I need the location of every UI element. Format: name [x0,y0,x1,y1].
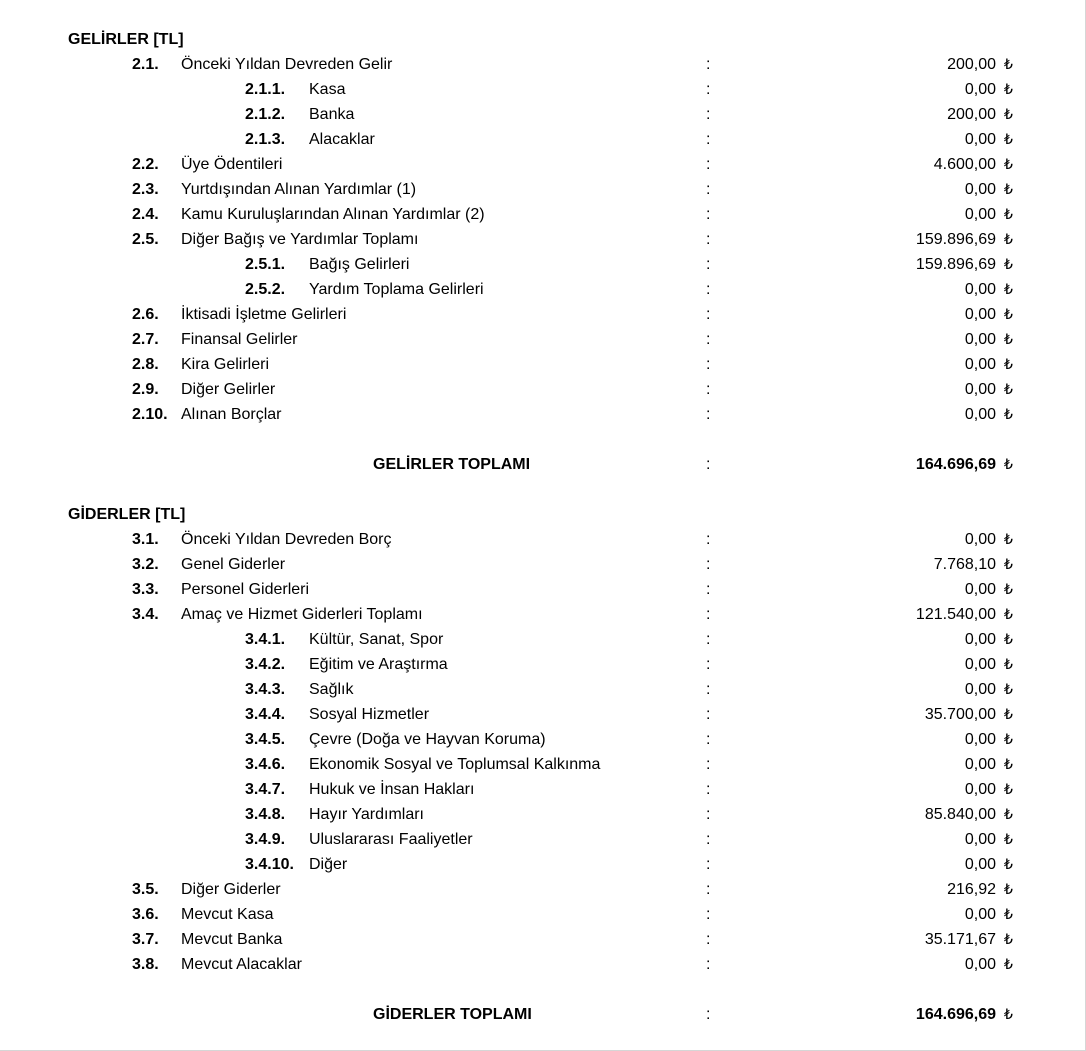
currency-symbol: ₺ [1004,81,1013,97]
item-label: Genel Giderler [181,556,286,573]
currency-symbol: ₺ [1004,256,1013,272]
table-row [0,802,1086,827]
table-row [0,177,1086,202]
item-label: Ekonomik Sosyal ve Toplumsal Kalkınma [309,756,601,773]
income-total-row [0,452,1086,477]
item-value: 159.896,69 [915,256,996,273]
table-row [0,752,1086,777]
item-value: 0,00 [964,81,996,98]
income-total-value: 164.696,69 [915,456,996,473]
separator-colon: : [706,781,711,798]
item-value: 200,00 [947,106,996,123]
currency-symbol: ₺ [1004,656,1013,672]
item-label: Sosyal Hizmetler [309,706,430,723]
item-label: Önceki Yıldan Devreden Gelir [181,56,393,73]
item-number: 3.4.3. [245,681,286,698]
currency-symbol: ₺ [1004,206,1013,222]
currency-symbol: ₺ [1004,856,1013,872]
currency-symbol: ₺ [1004,131,1013,147]
item-value: 0,00 [964,181,996,198]
item-value: 35.171,67 [924,931,996,948]
item-value: 0,00 [964,656,996,673]
income-section-title: GELİRLER [TL] [68,31,184,48]
item-number: 3.4.9. [245,831,286,848]
item-number: 3.4.4. [245,706,286,723]
separator-colon: : [706,831,711,848]
table-row [0,327,1086,352]
item-value: 7.768,10 [933,556,996,573]
item-number: 2.5. [132,231,159,248]
expenses-total-value: 164.696,69 [915,1006,996,1023]
item-value: 0,00 [964,281,996,298]
item-label: Hayır Yardımları [309,806,424,823]
currency-symbol: ₺ [1004,631,1013,647]
separator-colon: : [706,631,711,648]
item-value: 0,00 [964,731,996,748]
item-value: 200,00 [947,56,996,73]
item-label: Yurtdışından Alınan Yardımlar (1) [181,181,417,198]
currency-symbol: ₺ [1004,531,1013,547]
separator-colon: : [706,756,711,773]
item-label: Diğer Giderler [181,881,281,898]
item-value: 159.896,69 [915,231,996,248]
separator-colon: : [706,206,711,223]
table-row [0,227,1086,252]
item-label: Kasa [309,81,346,98]
currency-symbol: ₺ [1004,456,1013,472]
item-value: 0,00 [964,956,996,973]
item-number: 3.2. [132,556,159,573]
table-row [0,652,1086,677]
item-number: 2.7. [132,331,159,348]
item-label: İktisadi İşletme Gelirleri [181,306,347,323]
item-value: 0,00 [964,331,996,348]
item-number: 3.4.10. [245,856,294,873]
item-label: Mevcut Kasa [181,906,274,923]
separator-colon: : [706,906,711,923]
table-row [0,152,1086,177]
item-value: 0,00 [964,356,996,373]
separator-colon: : [706,656,711,673]
item-value: 0,00 [964,856,996,873]
table-row [0,402,1086,427]
item-value: 0,00 [964,831,996,848]
item-label: Kamu Kuruluşlarından Alınan Yardımlar (2) [181,206,485,223]
currency-symbol: ₺ [1004,1006,1013,1022]
item-label: Alacaklar [309,131,375,148]
item-label: Yardım Toplama Gelirleri [309,281,484,298]
item-value: 121.540,00 [915,606,996,623]
table-row [0,952,1086,977]
separator-colon: : [706,581,711,598]
item-label: Hukuk ve İnsan Hakları [309,781,475,798]
item-number: 2.8. [132,356,159,373]
separator-colon: : [706,806,711,823]
expenses-total-colon: : [706,1006,711,1023]
item-number: 3.5. [132,881,159,898]
item-number: 3.4. [132,606,159,623]
separator-colon: : [706,381,711,398]
table-row [0,102,1086,127]
currency-symbol: ₺ [1004,106,1013,122]
table-row [0,702,1086,727]
table-row [0,902,1086,927]
item-value: 216,92 [947,881,996,898]
table-row [0,877,1086,902]
separator-colon: : [706,931,711,948]
table-row [0,127,1086,152]
separator-colon: : [706,606,711,623]
table-row [0,602,1086,627]
currency-symbol: ₺ [1004,956,1013,972]
expenses-section-title: GİDERLER [TL] [68,506,186,523]
item-number: 3.4.5. [245,731,286,748]
expenses-header-row [0,502,1086,527]
table-row [0,727,1086,752]
currency-symbol: ₺ [1004,606,1013,622]
separator-colon: : [706,331,711,348]
currency-symbol: ₺ [1004,781,1013,797]
separator-colon: : [706,706,711,723]
expenses-total-row [0,1002,1086,1027]
table-row [0,677,1086,702]
currency-symbol: ₺ [1004,756,1013,772]
item-label: Kira Gelirleri [181,356,270,373]
item-label: Üye Ödentileri [181,156,283,173]
table-row [0,627,1086,652]
separator-colon: : [706,156,711,173]
currency-symbol: ₺ [1004,156,1013,172]
expenses-total-label: GİDERLER TOPLAMI [373,1006,532,1023]
separator-colon: : [706,956,711,973]
table-row [0,552,1086,577]
separator-colon: : [706,56,711,73]
item-value: 0,00 [964,306,996,323]
currency-symbol: ₺ [1004,231,1013,247]
item-label: Diğer Bağış ve Yardımlar Toplamı [181,231,419,248]
separator-colon: : [706,531,711,548]
currency-symbol: ₺ [1004,806,1013,822]
item-number: 3.7. [132,931,159,948]
table-row [0,302,1086,327]
item-number: 2.4. [132,206,159,223]
item-number: 3.4.1. [245,631,286,648]
item-number: 3.8. [132,956,159,973]
item-label: Kültür, Sanat, Spor [309,631,444,648]
currency-symbol: ₺ [1004,931,1013,947]
item-value: 35.700,00 [924,706,996,723]
table-row [0,927,1086,952]
item-number: 3.3. [132,581,159,598]
item-number: 2.6. [132,306,159,323]
item-label: Alınan Borçlar [181,406,282,423]
item-number: 2.1. [132,56,159,73]
separator-colon: : [706,881,711,898]
item-value: 0,00 [964,131,996,148]
item-label: Çevre (Doğa ve Hayvan Koruma) [309,731,546,748]
currency-symbol: ₺ [1004,581,1013,597]
item-label: Amaç ve Hizmet Giderleri Toplamı [181,606,423,623]
item-number: 2.1.3. [245,131,286,148]
separator-colon: : [706,356,711,373]
item-value: 0,00 [964,756,996,773]
separator-colon: : [706,281,711,298]
item-number: 2.10. [132,406,168,423]
item-label: Sağlık [309,681,354,698]
item-number: 2.1.2. [245,106,286,123]
item-value: 0,00 [964,631,996,648]
table-row [0,577,1086,602]
item-value: 0,00 [964,206,996,223]
item-label: Mevcut Banka [181,931,283,948]
item-number: 2.3. [132,181,159,198]
separator-colon: : [706,856,711,873]
item-number: 2.9. [132,381,159,398]
table-row [0,252,1086,277]
item-value: 4.600,00 [933,156,996,173]
item-label: Personel Giderleri [181,581,310,598]
item-label: Mevcut Alacaklar [181,956,302,973]
table-row [0,377,1086,402]
currency-symbol: ₺ [1004,406,1013,422]
separator-colon: : [706,306,711,323]
item-label: Banka [309,106,355,123]
currency-symbol: ₺ [1004,681,1013,697]
currency-symbol: ₺ [1004,306,1013,322]
item-label: Bağış Gelirleri [309,256,410,273]
item-value: 85.840,00 [924,806,996,823]
currency-symbol: ₺ [1004,281,1013,297]
currency-symbol: ₺ [1004,181,1013,197]
currency-symbol: ₺ [1004,356,1013,372]
currency-symbol: ₺ [1004,331,1013,347]
separator-colon: : [706,81,711,98]
table-row [0,527,1086,552]
income-total-label: GELİRLER TOPLAMI [373,456,531,473]
separator-colon: : [706,131,711,148]
table-row [0,202,1086,227]
item-label: Eğitim ve Araştırma [309,656,448,673]
table-row [0,852,1086,877]
item-value: 0,00 [964,381,996,398]
table-row [0,352,1086,377]
item-number: 2.5.1. [245,256,286,273]
currency-symbol: ₺ [1004,56,1013,72]
item-number: 2.5.2. [245,281,286,298]
separator-colon: : [706,406,711,423]
item-number: 3.1. [132,531,159,548]
currency-symbol: ₺ [1004,556,1013,572]
item-number: 3.4.6. [245,756,286,773]
currency-symbol: ₺ [1004,706,1013,722]
separator-colon: : [706,256,711,273]
separator-colon: : [706,181,711,198]
item-number: 3.4.7. [245,781,286,798]
item-label: Finansal Gelirler [181,331,298,348]
currency-symbol: ₺ [1004,831,1013,847]
item-value: 0,00 [964,531,996,548]
item-number: 3.4.8. [245,806,286,823]
separator-colon: : [706,681,711,698]
table-row [0,77,1086,102]
separator-colon: : [706,556,711,573]
table-row [0,827,1086,852]
item-value: 0,00 [964,906,996,923]
separator-colon: : [706,731,711,748]
item-label: Diğer Gelirler [181,381,276,398]
table-row [0,277,1086,302]
income-header-row [0,27,1086,52]
currency-symbol: ₺ [1004,381,1013,397]
item-label: Önceki Yıldan Devreden Borç [181,531,392,548]
item-value: 0,00 [964,406,996,423]
item-label: Diğer [309,856,348,873]
item-value: 0,00 [964,781,996,798]
item-value: 0,00 [964,581,996,598]
item-label: Uluslararası Faaliyetler [309,831,473,848]
currency-symbol: ₺ [1004,881,1013,897]
item-number: 2.2. [132,156,159,173]
income-total-colon: : [706,456,711,473]
separator-colon: : [706,106,711,123]
separator-colon: : [706,231,711,248]
currency-symbol: ₺ [1004,906,1013,922]
currency-symbol: ₺ [1004,731,1013,747]
item-number: 3.4.2. [245,656,286,673]
item-number: 2.1.1. [245,81,286,98]
table-row [0,777,1086,802]
item-number: 3.6. [132,906,159,923]
table-row [0,52,1086,77]
item-value: 0,00 [964,681,996,698]
